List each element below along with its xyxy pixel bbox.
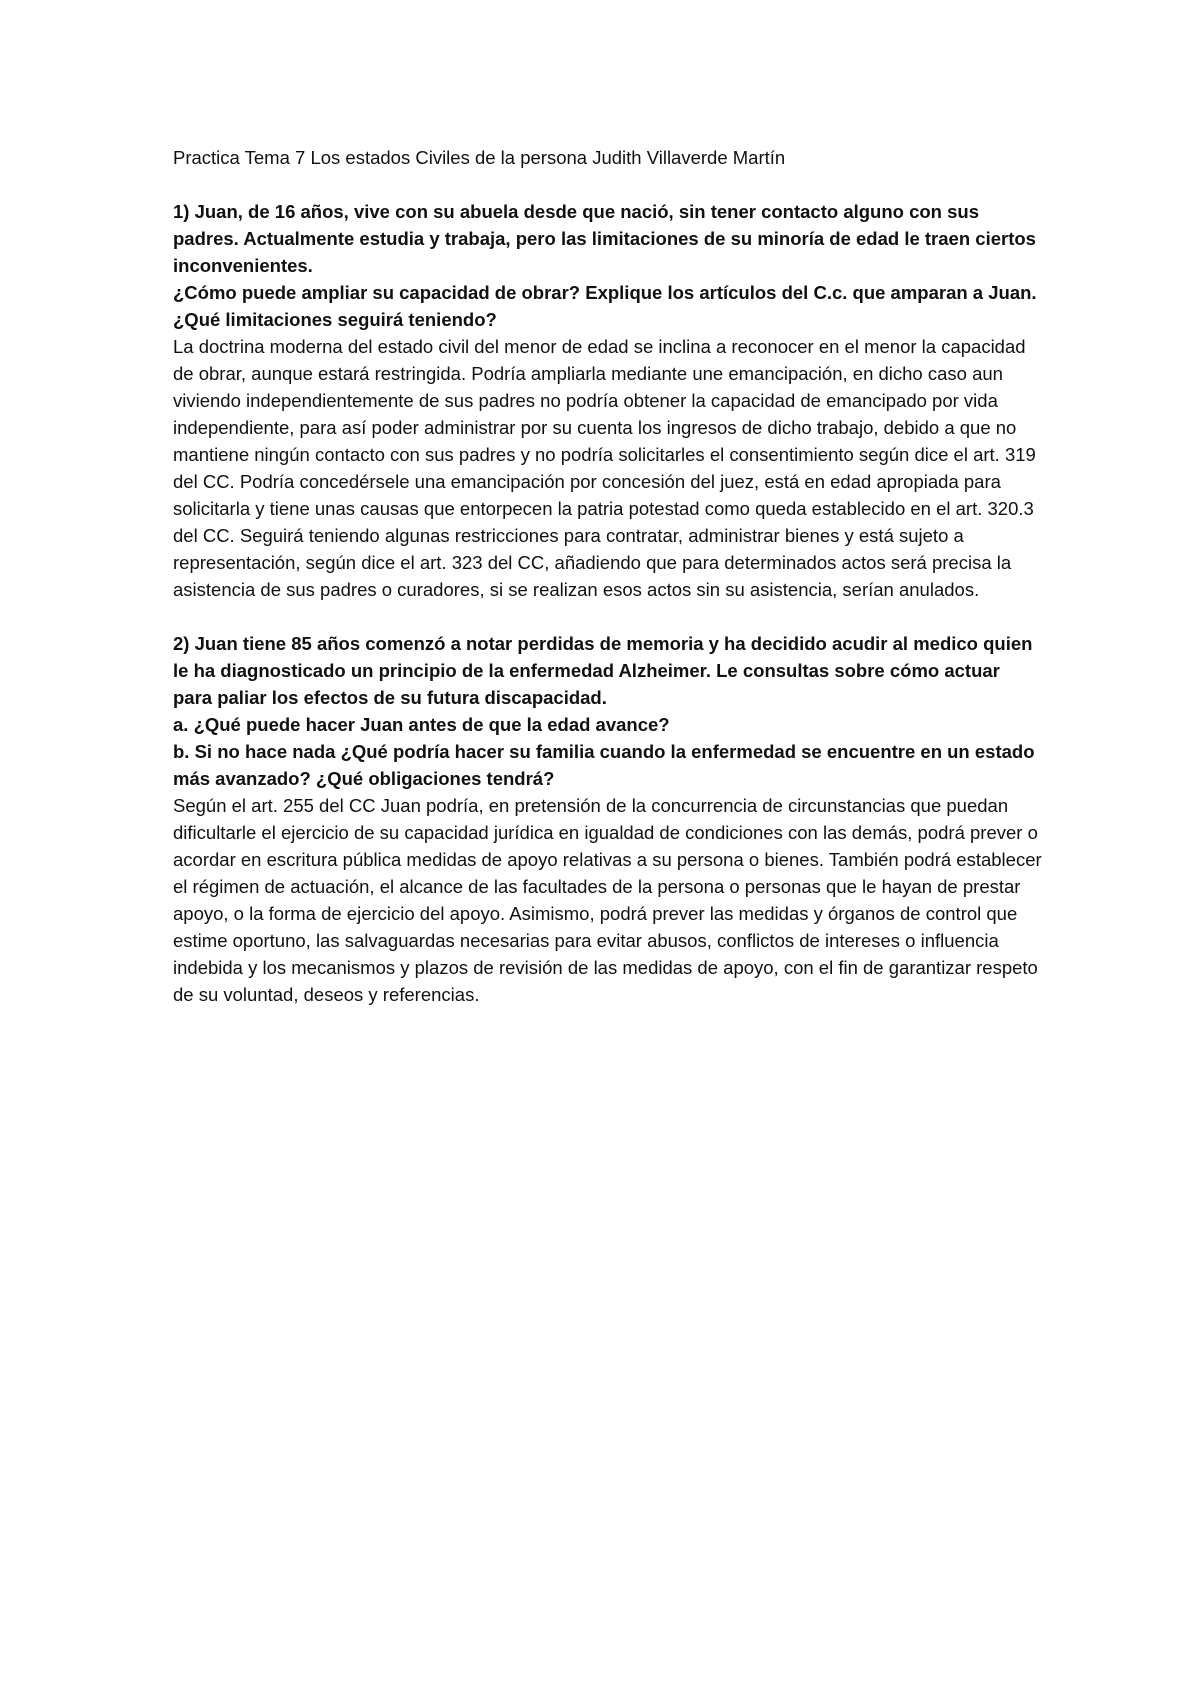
question-1-prompt: ¿Cómo puede ampliar su capacidad de obrar? Explique los artículos del C.c. que amparan a Juan. ¿Qué limitaciones seguirá teniendo?	[173, 282, 1037, 330]
question-2-part-b: b. Si no hace nada ¿Qué podría hacer su familia cuando la enfermedad se encuentre en un estado más avanzado? ¿Qué obligaciones tendrá?	[173, 741, 1035, 789]
question-2-part-a: a. ¿Qué puede hacer Juan antes de que la edad avance?	[173, 714, 670, 735]
question-2-statement: 2) Juan tiene 85 años comenzó a notar perdidas de memoria y ha decidido acudir al medico quien le ha diagnosticado un principio de la enfermedad Alzheimer. Le consultas sobre cómo actuar para paliar los efectos de su futura discapacidad.	[173, 633, 1033, 708]
question-1-answer: La doctrina moderna del estado civil del menor de edad se inclina a reconocer en el menor la capacidad de obrar, aunque estará restringida. Podría ampliarla mediante une emancipación, en dicho caso aun viviendo independientemente de sus padres no podría obtener la capacidad de emancipado por vida independiente, para así poder administrar por su cuenta los ingresos de dicho trabajo, debido a que no mantiene ningún contacto con sus padres y no podría solicitarles el consentimiento según dice el art. 319 del CC. Podría concedérsele una emancipación por concesión del juez, está en edad apropiada para solicitarla y tiene unas causas que entorpecen la patria potestad como queda establecido en el art. 320.3 del CC. Seguirá teniendo algunas restricciones para contratar, administrar bienes y está sujeto a representación, según dice el art. 323 del CC, añadiendo que para determinados actos será precisa la asistencia de sus padres o curadores, si se realizan esos actos sin su asistencia, serían anulados.	[173, 336, 1036, 600]
question-2-answer: Según el art. 255 del CC Juan podría, en pretensión de la concurrencia de circunstancias que puedan dificultarle el ejercicio de su capacidad jurídica en igualdad de condiciones con las demás, podrá prever o acordar en escritura pública medidas de apoyo relativas a su persona o bienes. También podrá establecer el régimen de actuación, el alcance de las facultades de la persona o personas que le hayan de prestar apoyo, o la forma de ejercicio del apoyo. Asimismo, podrá prever las medidas y órganos de control que estime oportuno, las salvaguardas necesarias para evitar abusos, conflictos de intereses o influencia indebida y los mecanismos y plazos de revisión de las medidas de apoyo, con el fin de garantizar respeto de su voluntad, deseos y referencias.	[173, 795, 1042, 1005]
question-1-statement: 1) Juan, de 16 años, vive con su abuela desde que nació, sin tener contacto alguno con sus padres. Actualmente estudia y trabaja, pero las limitaciones de su minoría de edad le traen ciertos inconvenientes.	[173, 201, 1036, 276]
section-divider	[173, 603, 1043, 630]
document-page	[173, 144, 1043, 1008]
document-title: Practica Tema 7 Los estados Civiles de la persona Judith Villaverde Martín	[173, 147, 786, 168]
